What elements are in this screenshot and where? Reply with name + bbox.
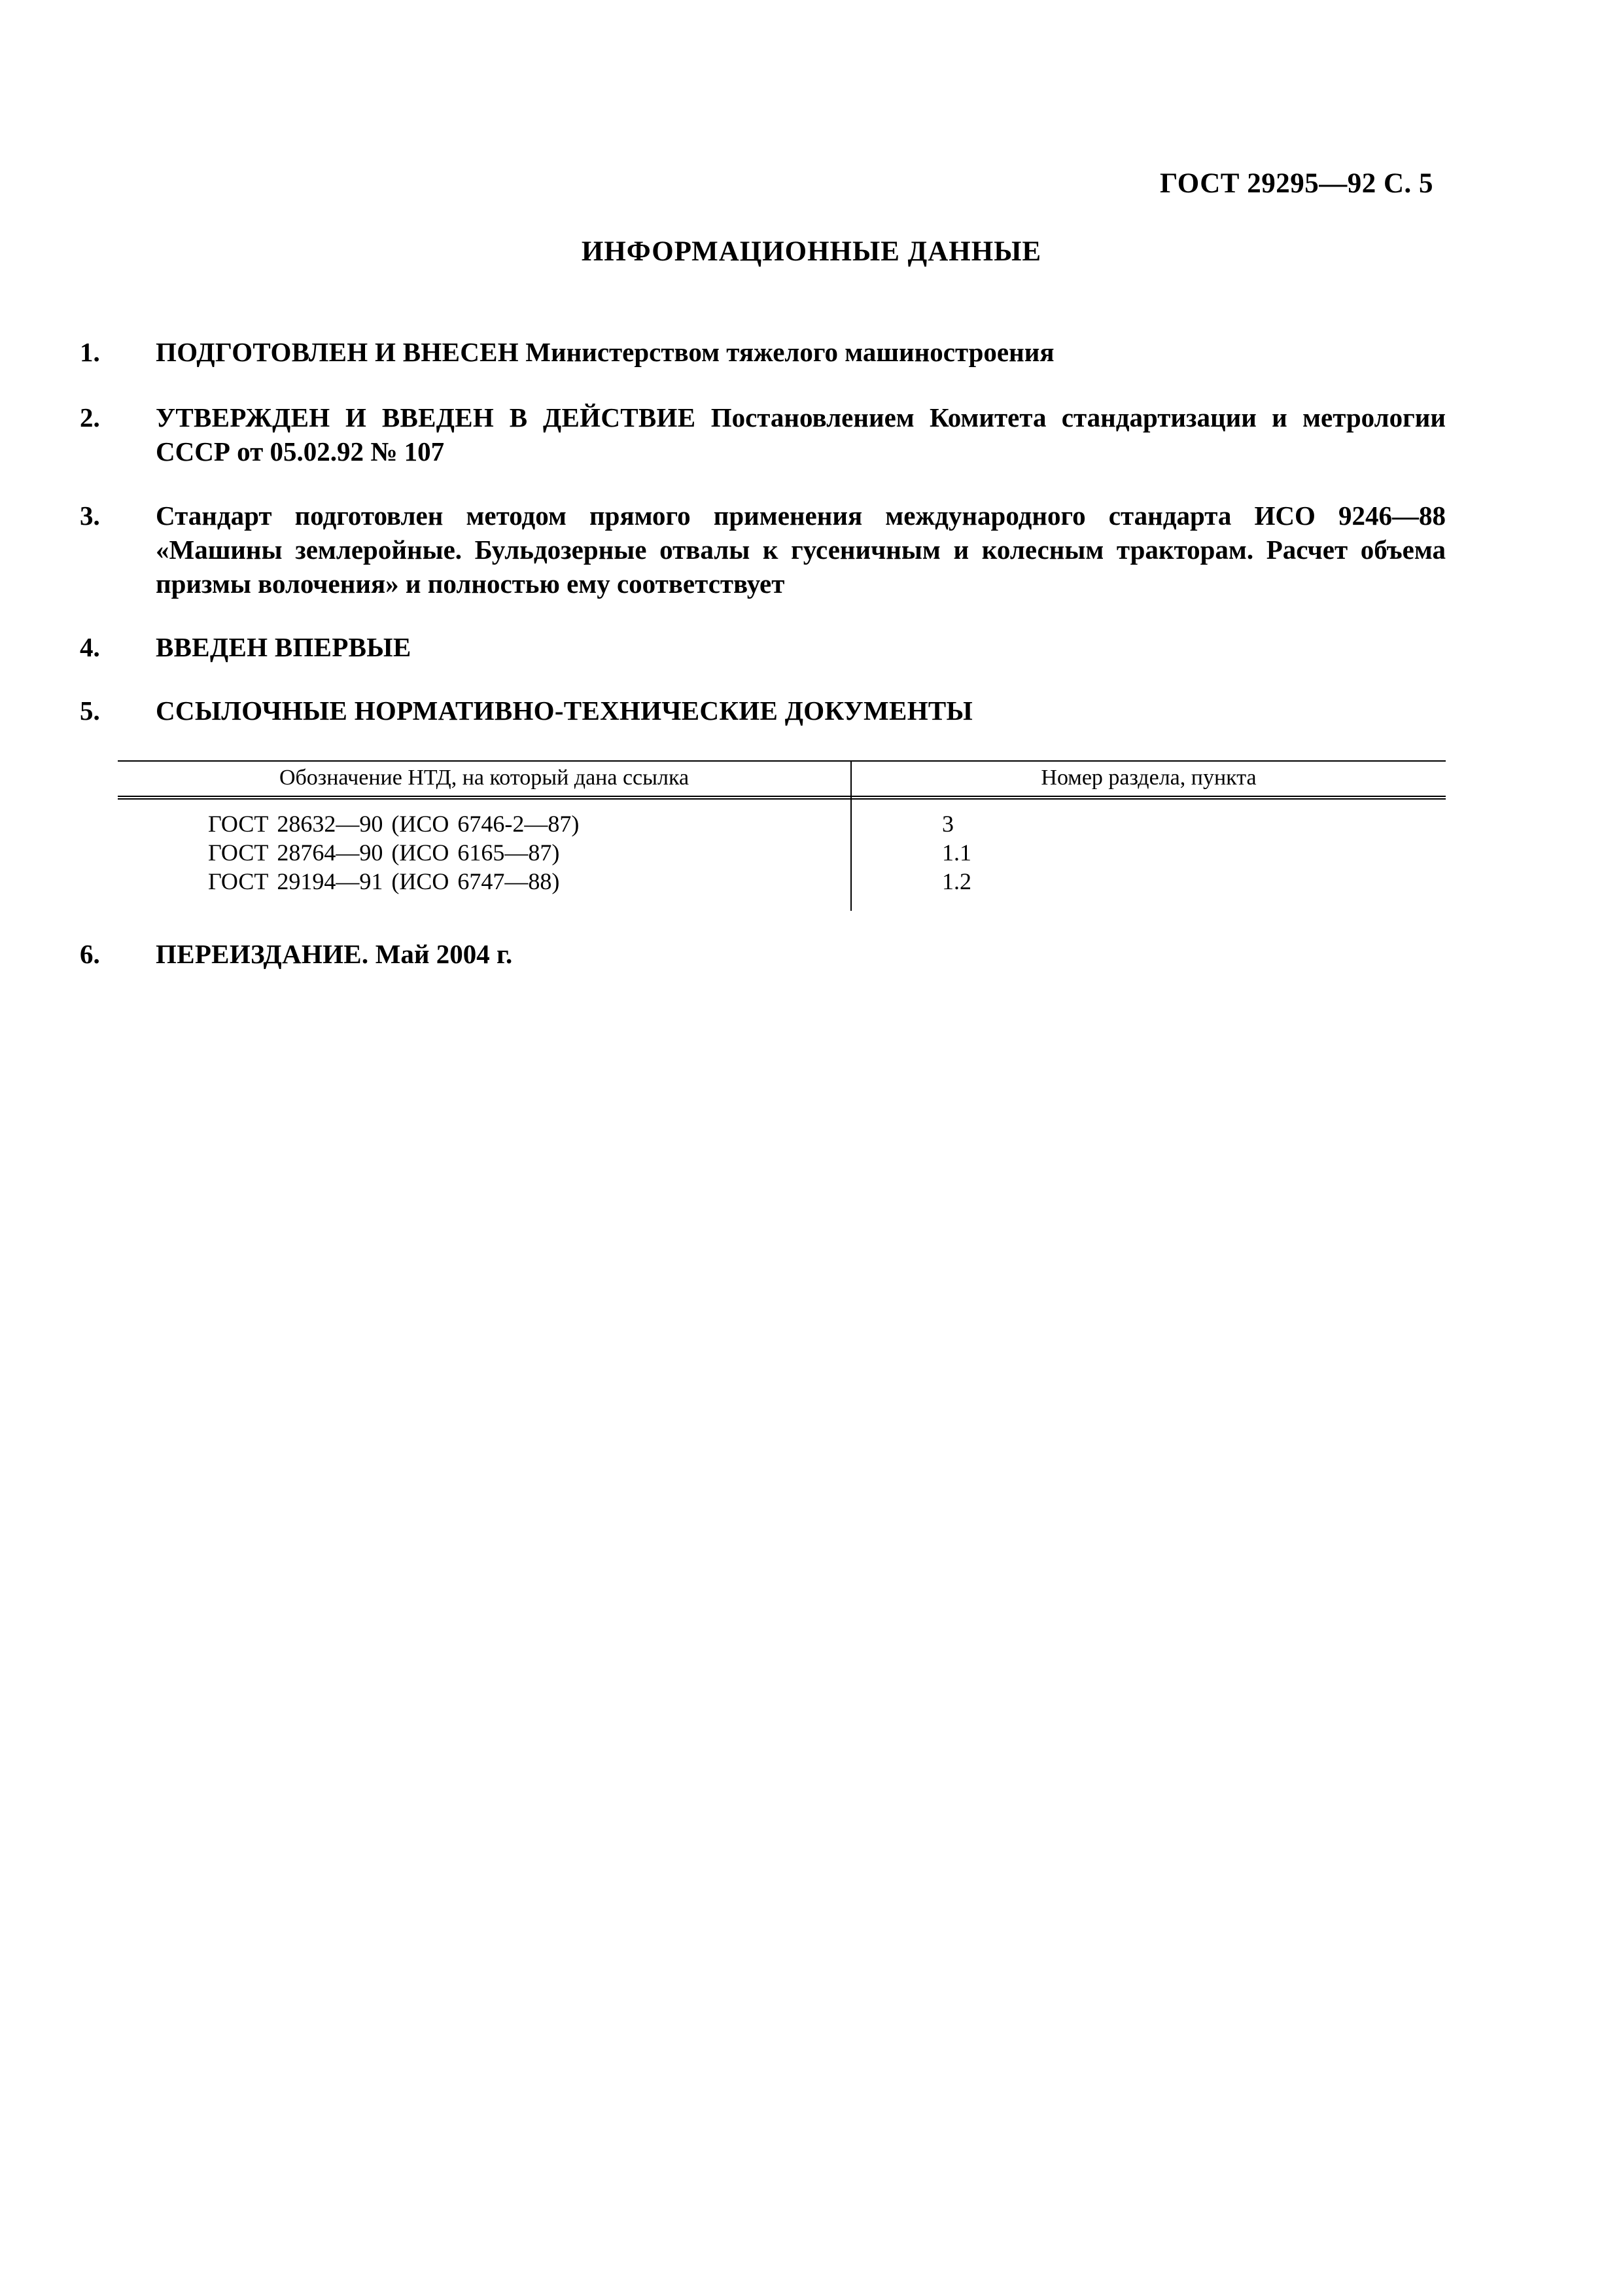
item-text: Постановлением Комитета стандартизации и метрологии СССР от 05.02.92 № 107 <box>156 402 1446 467</box>
item-text: Министерством тяжелого машиностроения <box>519 337 1055 367</box>
table-cell-section: 1.1 <box>942 839 971 866</box>
table-header-document: Обозначение НТД, на который дана ссылка <box>279 766 689 790</box>
item-lead: ВВЕДЕН ВПЕРВЫЕ <box>156 632 411 662</box>
page-title: ИНФОРМАЦИОННЫЕ ДАННЫЕ <box>581 236 1042 267</box>
table-cell-section: 1.2 <box>942 868 971 894</box>
info-item-5 <box>80 694 1446 728</box>
table-row <box>118 810 1446 839</box>
item-number: 4. <box>80 632 100 662</box>
info-item-2 <box>80 400 1446 468</box>
table-row <box>118 839 1446 868</box>
page-header-reference: ГОСТ 29295—92 С. 5 <box>1159 168 1433 199</box>
item-text: Май 2004 г. <box>368 939 513 969</box>
item-number: 2. <box>80 402 100 433</box>
info-item-4 <box>80 630 1446 664</box>
table-cell-document: ГОСТ 28764—90 (ИСО 6165—87) <box>208 839 560 866</box>
table-header-rule <box>118 796 1446 800</box>
item-number: 5. <box>80 696 100 726</box>
table-header-section: Номер раздела, пункта <box>1041 766 1257 790</box>
table-top-rule <box>118 760 1446 762</box>
item-lead: ПОДГОТОВЛЕН И ВНЕСЕН <box>156 337 519 367</box>
item-number: 1. <box>80 337 100 367</box>
item-number: 3. <box>80 501 100 531</box>
table-cell-section: 3 <box>942 811 954 837</box>
item-text: Стандарт подготовлен методом прямого применения международного стандарта ИСО 9246—88 «Машины землеройные. Бульдозерные отвалы к гусеничным и колесным тракторам. Расчет объема призмы волочения» и полностью ему соответствует <box>156 501 1446 599</box>
table-cell-document: ГОСТ 28632—90 (ИСО 6746-2—87) <box>208 811 580 837</box>
info-item-6 <box>80 937 1446 971</box>
item-lead: ССЫЛОЧНЫЕ НОРМАТИВНО-ТЕХНИЧЕСКИЕ ДОКУМЕНТЫ <box>156 696 973 726</box>
table-row <box>118 868 1446 896</box>
item-lead: УТВЕРЖДЕН И ВВЕДЕН В ДЕЙСТВИЕ <box>156 402 696 433</box>
info-item-1 <box>80 335 1446 369</box>
item-number: 6. <box>80 939 100 969</box>
item-lead: ПЕРЕИЗДАНИЕ. <box>156 939 369 969</box>
info-item-3 <box>80 499 1446 601</box>
table-cell-document: ГОСТ 29194—91 (ИСО 6747—88) <box>208 868 560 894</box>
